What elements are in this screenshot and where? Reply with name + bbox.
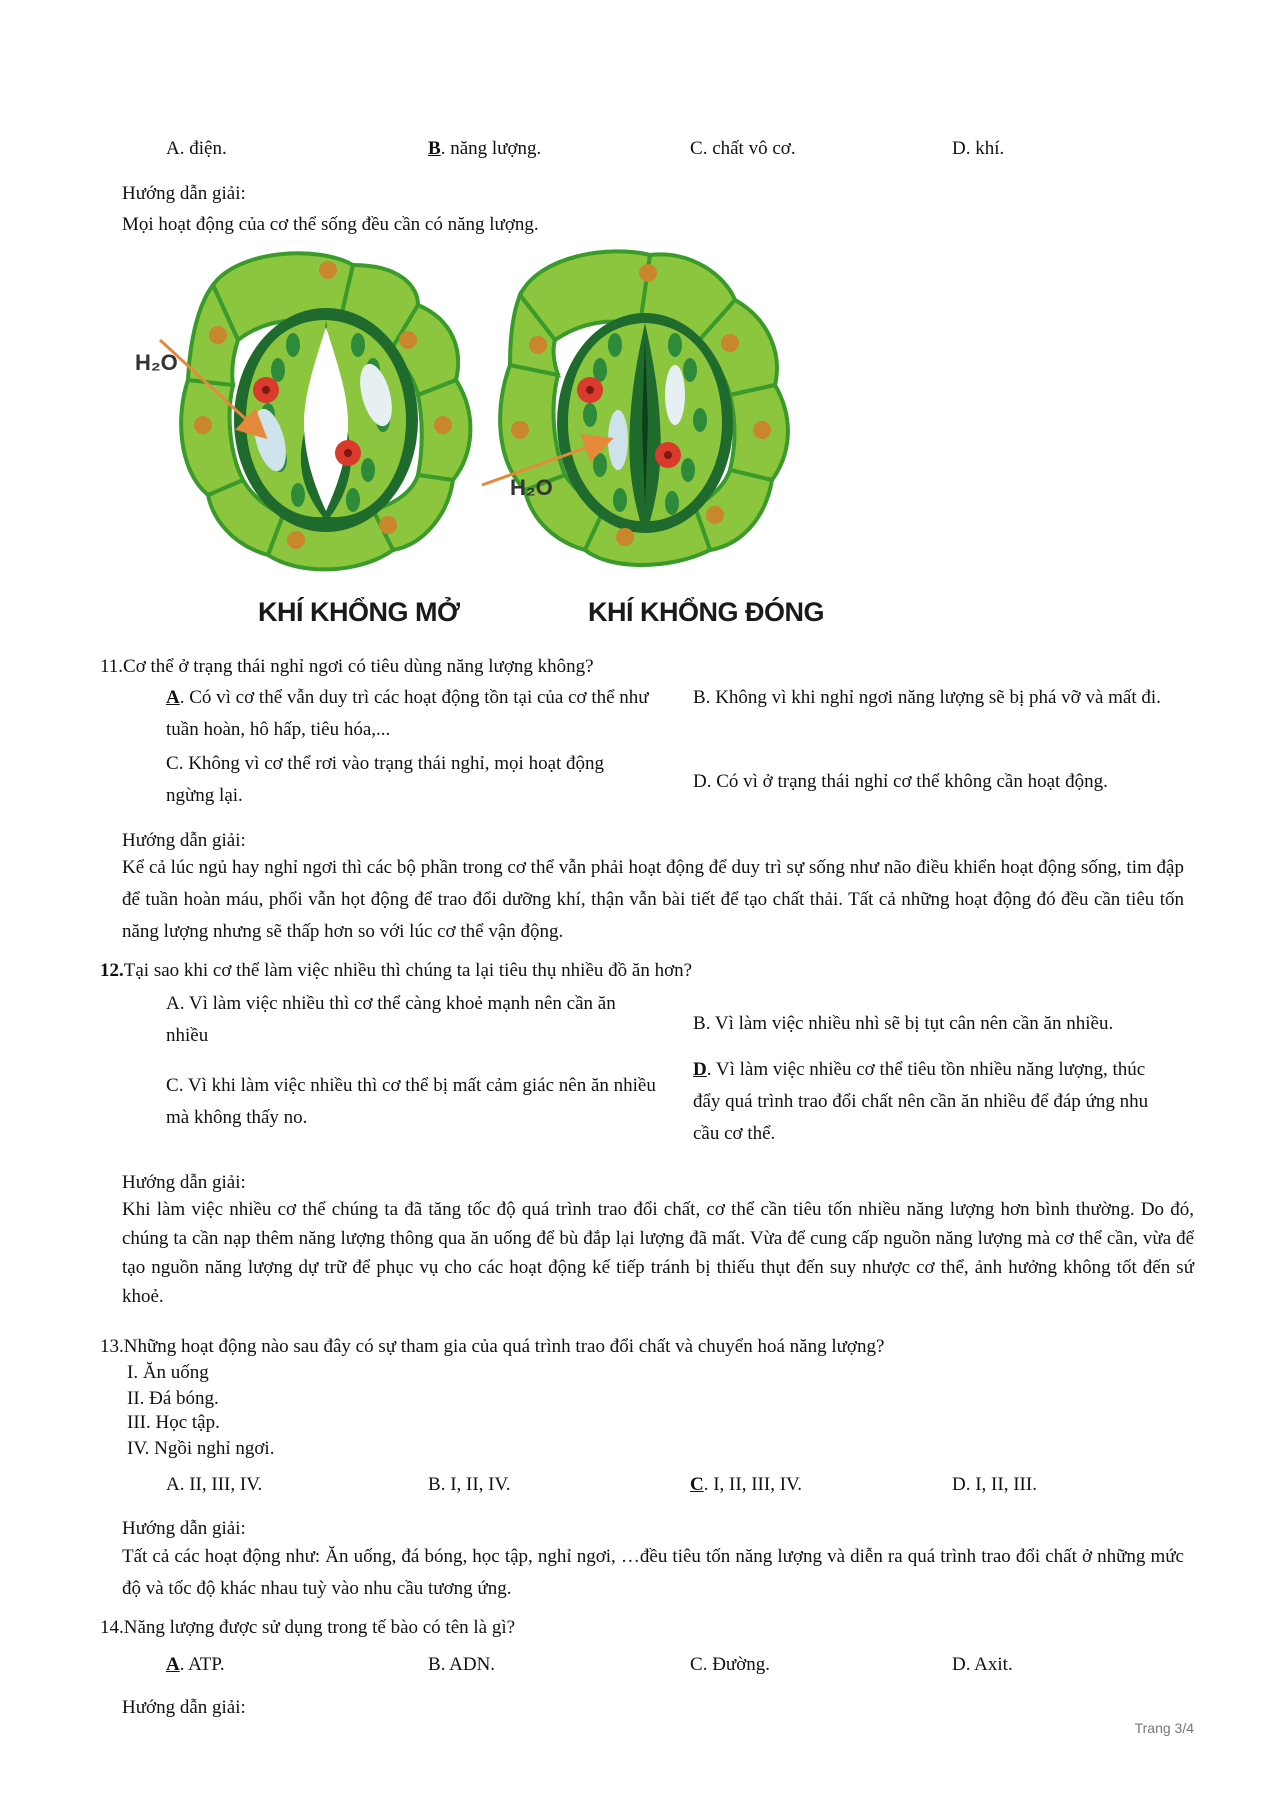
stomata-figure [118,245,838,640]
q13-guide-label: Hướng dẫn giải: [122,1518,246,1539]
stomata-illustration [118,245,838,640]
q13-item-3: III. Học tập. [127,1412,220,1433]
h2o-label-open: H₂O [135,350,178,375]
q10-option-a: A. điện. [166,138,227,159]
q10-option-c: C. chất vô cơ. [690,138,796,159]
q11-option-b: B. Không vì khi nghỉ ngơi năng lượng sẽ bị phá vỡ và mất đi. [693,687,1161,708]
q13-option-c: C. I, II, III, IV. [690,1474,803,1495]
q12-guide-label: Hướng dẫn giải: [122,1172,246,1193]
q12-option-a: A. Vì làm việc nhiều thì cơ thể càng khoẻ mạnh nên cần ăn nhiều [166,993,616,1046]
q13-item-4: IV. Ngồi nghỉ ngơi. [127,1438,275,1459]
q12-option-b: B. Vì làm việc nhiều nhì sẽ bị tụt cân nên cần ăn nhiều. [693,1013,1114,1034]
q12-question: 12.Tại sao khi cơ thể làm việc nhiều thì chúng ta lại tiêu thụ nhiều đồ ăn hơn? [100,960,693,981]
q13-item-1: I. Ăn uống [127,1362,209,1383]
q12-guide-text: Khi làm việc nhiều cơ thể chúng ta đã tăng tốc độ quá trình trao đổi chất, cơ thể cần tiêu tốn nhiều năng lượng hơn bình thường. Do đó, chúng ta cần nạp thêm năng lượng thông qua ăn uống để bù đắp lại lượng đã mất. Vừa để cung cấp nguồn năng lượng mà cơ thể cần, vừa để tạo nguồn năng lượng dự trữ để phục vụ cho các hoạt động kế tiếp tránh bị thiếu thụt đến suy nhược cơ thể, ảnh hưởng không tốt đến sứ khoẻ. [122,1199,1194,1307]
q13-question: 13.Những hoạt động nào sau đây có sự tham gia của quá trình trao đổi chất và chuyển hoá năng lượng? [100,1336,885,1357]
open-stoma [160,253,470,569]
q10-guide-label: Hướng dẫn giải: [122,183,246,204]
q10-option-b: B. năng lượng. [428,138,542,159]
q11-guide-text: Kể cả lúc ngủ hay nghỉ ngơi thì các bộ phần trong cơ thể vẫn phải hoạt động để duy trì sự sống như não điều khiển hoạt động sống, tim đập để tuần hoàn máu, phổi vẫn họt động để trao đổi dưỡng khí, thận vẫn bài tiết để tạo chất thải. Tất cả những hoạt động đó đều cần tiêu tốn năng lượng nhưng sẽ thấp hơn so với lúc cơ thể vận động. [122,857,1184,942]
q14-option-b: B. ADN. [428,1654,496,1675]
q14-question: 14.Năng lượng được sử dụng trong tế bào có tên là gì? [100,1617,516,1638]
q11-question: 11.Cơ thể ở trạng thái nghỉ ngơi có tiêu dùng năng lượng không? [100,656,594,677]
caption-closed: KHÍ KHỔNG ĐÓNG [588,597,824,627]
page-number: Trang 3/4 [1134,1720,1194,1736]
q13-option-a: A. II, III, IV. [166,1474,263,1495]
q13-option-b: B. I, II, IV. [428,1474,511,1495]
q12-option-d: D. Vì làm việc nhiều cơ thể tiêu tồn nhiều năng lượng, thúc đẩy quá trình trao đổi chất nên cần ăn nhiều để đáp ứng nhu cầu cơ thể. [693,1059,1149,1144]
q11-option-c: C. Không vì cơ thể rơi vào trạng thái nghỉ, mọi hoạt động ngừng lại. [166,753,605,806]
q13-guide-text: Tất cả các hoạt động như: Ăn uống, đá bóng, học tập, nghỉ ngơi, …đều tiêu tốn năng lượng và diễn ra quá trình trao đổi chất ở những mức độ và tốc độ khác nhau tuỳ vào nhu cầu tương ứng. [122,1546,1184,1599]
closed-stoma [482,251,788,565]
h2o-label-closed: H₂O [510,475,553,500]
q12-option-c: C. Vì khi làm việc nhiều thì cơ thể bị mất cảm giác nên ăn nhiều mà không thấy no. [166,1075,656,1128]
q11-guide-label: Hướng dẫn giải: [122,830,246,851]
q13-option-d: D. I, II, III. [952,1474,1037,1495]
caption-open: KHÍ KHỔNG MỞ [258,597,460,627]
q10-guide-text: Mọi hoạt động của cơ thể sống đều cần có năng lượng. [122,214,539,235]
q10-option-d: D. khí. [952,138,1005,159]
q14-guide-label: Hướng dẫn giải: [122,1697,246,1718]
q13-item-2: II. Đá bóng. [127,1388,219,1409]
q14-option-d: D. Axit. [952,1654,1013,1675]
q11-option-d: D. Có vì ở trạng thái nghỉ cơ thể không cần hoạt động. [693,771,1108,792]
q11-option-a: A. Có vì cơ thể vẫn duy trì các hoạt động tồn tại của cơ thể như tuần hoàn, hô hấp, tiêu hóa,... [166,687,649,740]
q14-option-a: A. ATP. [166,1654,225,1675]
q14-option-c: C. Đường. [690,1654,771,1675]
